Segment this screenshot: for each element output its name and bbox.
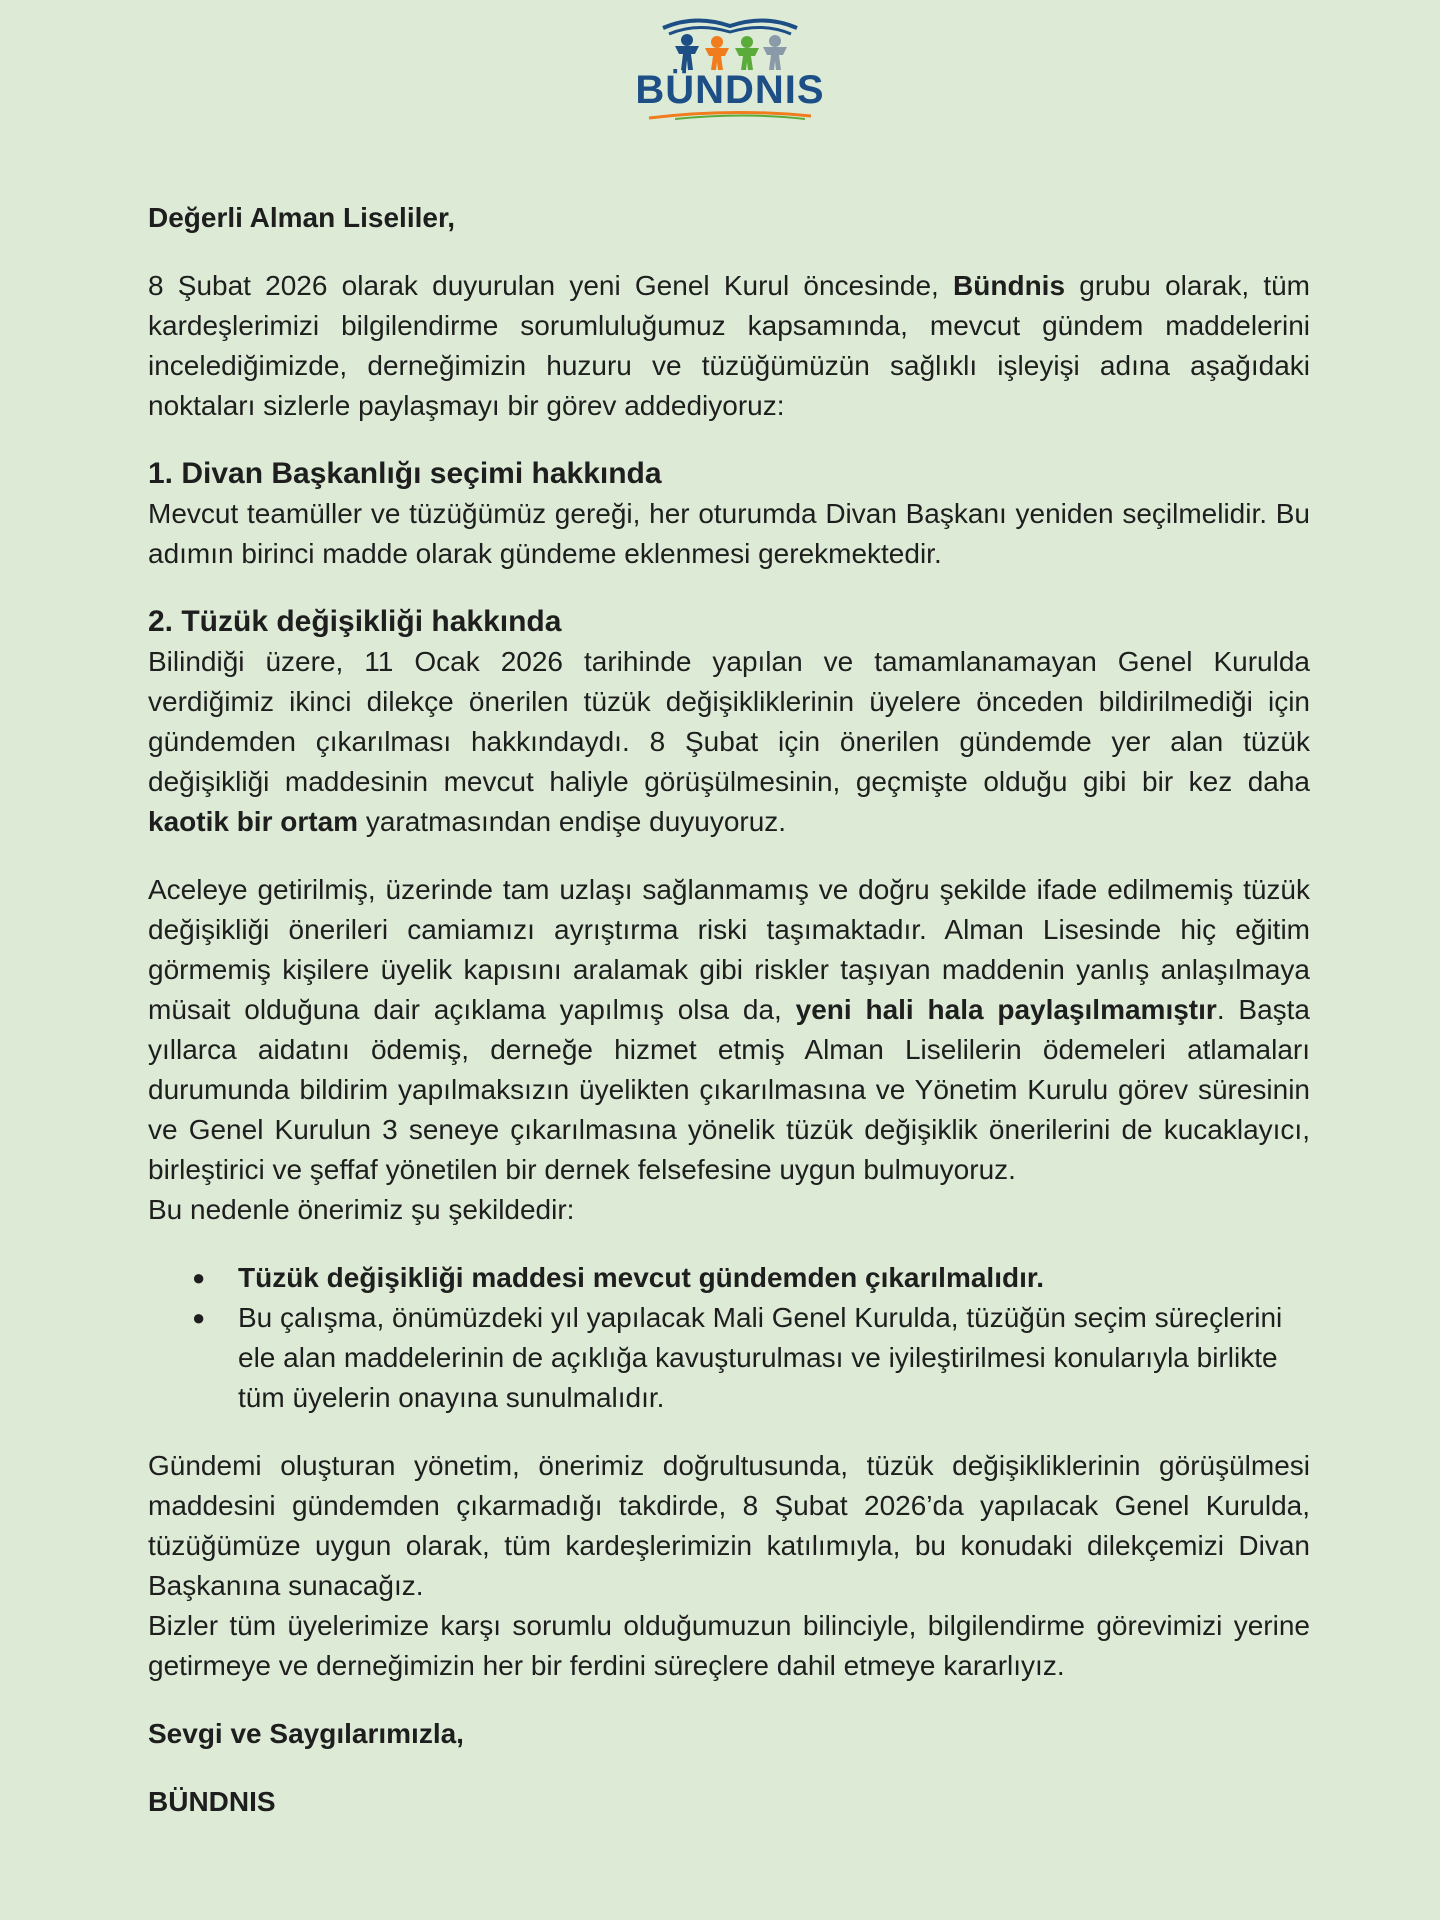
children-book-icon	[655, 14, 805, 72]
list-item: ● Tüzük değişikliği maddesi mevcut gündemden çıkarılmalıdır.	[148, 1258, 1310, 1298]
letter-body	[148, 198, 1310, 1822]
salutation: Değerli Alman Liseliler,	[148, 202, 456, 233]
signature: BÜNDNIS	[148, 1786, 276, 1817]
intro-paragraph: 8 Şubat 2026 olarak duyurulan yeni Genel Kurul öncesinde, Bündnis grubu olarak, tüm kardeşlerimizi bilgilendirme sorumluluğumuz kapsamında, mevcut gündem maddelerini incelediğimizde, derneğimizin huzuru ve tüzüğümüzün sağlıklı işleyişi adına aşağıdaki noktaları sizlerle paylaşmayı bir görev addediyoruz:	[148, 270, 1311, 421]
logo-wordmark: BÜNDNIS	[635, 68, 825, 112]
commitment-paragraph: Bizler tüm üyelerimize karşı sorumlu olduğumuzun bilinciyle, bilgilendirme görevimizi yerine getirmeye ve derneğimizin her bir ferdini süreçlere dahil etmeye kararlıyız.	[148, 1610, 1310, 1681]
proposal-list	[148, 1258, 1310, 1418]
section-body-tuzuk: Bilindiği üzere, 11 Ocak 2026 tarihinde yapılan ve tamamlanamayan Genel Kurulda verdiğimiz ikinci dilekçe önerilen tüzük değişikliklerinin üyelere önceden bildirilmediği için gündemden çıkarılması hakkındaydı. 8 Şubat için önerilen gündemde yer alan tüzük değişikliği maddesinin mevcut haliyle görüşülmesinin, geçmişte olduğu gibi bir kez daha kaotik bir ortam yaratmasından endişe duyuyoruz.	[148, 646, 1310, 837]
section-heading-divan: 1. Divan Başkanlığı seçimi hakkında	[148, 457, 662, 490]
closing: Sevgi ve Saygılarımızla,	[148, 1718, 464, 1749]
bullet-icon: ●	[192, 1305, 206, 1330]
action-paragraph: Gündemi oluşturan yönetim, önerimiz doğrultusunda, tüzük değişikliklerinin görüşülmesi maddesini gündemden çıkarmadığı takdirde, 8 Şubat 2026’da yapılacak Genel Kurulda, tüzüğümüze uygun olarak, tüm kardeşlerimizin katılımıyla, bu konudaki dilekçemizi Divan Başkanına sunacağız.	[148, 1450, 1310, 1601]
section-body-divan: Mevcut teamüller ve tüzüğümüz gereği, her oturumda Divan Başkanı yeniden seçilmelidir. Bu adımın birinci madde olarak gündeme eklenmesi gerekmektedir.	[148, 498, 1310, 569]
bundnis-logo	[630, 14, 830, 134]
list-item: ● Bu çalışma, önümüzdeki yıl yapılacak Mali Genel Kurulda, tüzüğün seçim süreçlerini ele alan maddelerinin de açıklığa kavuşturulması ve iyileştirilmesi konularıyla birlikte tüm üyelerin onayına sunulmalıdır.	[148, 1298, 1310, 1418]
bullet-icon: ●	[192, 1265, 206, 1290]
section-heading-tuzuk: 2. Tüzük değişikliği hakkında	[148, 605, 562, 638]
concerns-paragraph: Aceleye getirilmiş, üzerinde tam uzlaşı sağlanmamış ve doğru şekilde ifade edilmemiş tüzük değişikliği önerileri camiamızı ayrıştırma riski taşımaktadır. Alman Lisesinde hiç eğitim görmemiş kişilere üyelik kapısını aralamak gibi riskler taşıyan maddenin yanlış anlaşılmaya müsait olduğuna dair açıklama yapılmış olsa da, yeni hali hala paylaşılmamıştır. Başta yıllarca aidatını ödemiş, derneğe hizmet etmiş Alman Liselilerin ödemeleri atlamaları durumunda bildirim yapılmaksızın üyelikten çıkarılmasına ve Yönetim Kurulu görev süresinin ve Genel Kurulun 3 seneye çıkarılmasına yönelik tüzük değişiklik önerilerini de kucaklayıcı, birleştirici ve şeffaf yönetilen bir dernek felsefesine uygun bulmuyoruz.	[148, 874, 1311, 1185]
proposal-intro: Bu nedenle önerimiz şu şekildedir:	[148, 1194, 575, 1225]
